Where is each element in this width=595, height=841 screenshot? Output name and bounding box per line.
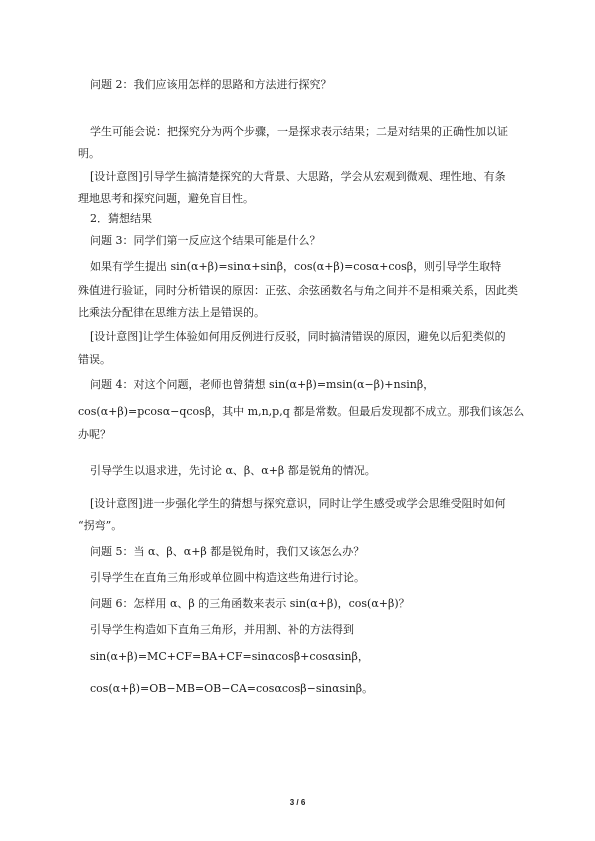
design-intent-line: 错误。 xyxy=(78,353,111,366)
question-6: 问题 6：怎样用 α、β 的三角函数来表示 sin(α+β)，cos(α+β)？ xyxy=(90,597,410,610)
design-intent-line: [设计意图]进一步强化学生的猜想与探究意识，同时让学生感受或学会思维受阻时如何 xyxy=(90,497,506,510)
question-4: 问题 4：对这个问题，老师也曾猜想 sin(α+β)=msin(α−β)+nsinβ， xyxy=(90,378,435,391)
paragraph-line: 学生可能会说：把探究分为两个步骤，一是探求表示结果；二是对结果的正确性加以证 xyxy=(90,125,508,138)
formula-sin: sin(α+β)=MC+CF=BA+CF=sinαcosβ+cosαsinβ， xyxy=(90,650,369,663)
design-intent-line: [设计意图]让学生体验如何用反例进行反驳，同时搞清错误的原因，避免以后犯类似的 xyxy=(90,330,506,343)
question-5: 问题 5：当 α、β、α+β 都是锐角时，我们又该怎么办？ xyxy=(90,545,365,558)
paragraph-line: 明。 xyxy=(78,147,100,160)
design-intent-line: “拐弯”。 xyxy=(78,519,123,532)
paragraph-line: cos(α+β)=pcosα−qcosβ，其中 m,n,p,q 都是常数。但最后发现都不成立。那我们该怎么 xyxy=(78,405,525,418)
formula-cos: cos(α+β)=OB−MB=OB−CA=cosαcosβ−sinαsinβ。 xyxy=(90,682,374,695)
paragraph-line: 引导学生以退求进，先讨论 α、β、α+β 都是锐角的情况。 xyxy=(90,464,376,477)
design-intent-line: [设计意图]引导学生搞清楚探究的大背景、大思路，学会从宏观到微观、理性地、有条 xyxy=(90,170,506,183)
page-number: 3 / 6 xyxy=(289,798,306,807)
question-2: 问题 2：我们应该用怎样的思路和方法进行探究？ xyxy=(90,78,332,91)
design-intent-line: 理地思考和探究问题，避免盲目性。 xyxy=(78,192,254,205)
section-heading: 2．猜想结果 xyxy=(90,212,152,225)
paragraph-line: 如果有学生提出 sin(α+β)=sinα+sinβ，cos(α+β)=cosα+cosβ，则引导学生取特 xyxy=(90,260,502,273)
paragraph-line: 引导学生构造如下直角三角形，并用割、补的方法得到 xyxy=(90,623,354,636)
question-3: 问题 3：同学们第一反应这个结果可能是什么？ xyxy=(90,234,321,247)
paragraph-line: 办呢？ xyxy=(78,428,111,441)
paragraph-line: 比乘法分配律在思维方法上是错误的。 xyxy=(78,306,265,319)
paragraph-line: 引导学生在直角三角形或单位圆中构造这些角进行讨论。 xyxy=(90,571,365,584)
paragraph-line: 殊值进行验证，同时分析错误的原因：正弦、余弦函数名与角之间并不是相乘关系，因此类 xyxy=(78,284,518,297)
